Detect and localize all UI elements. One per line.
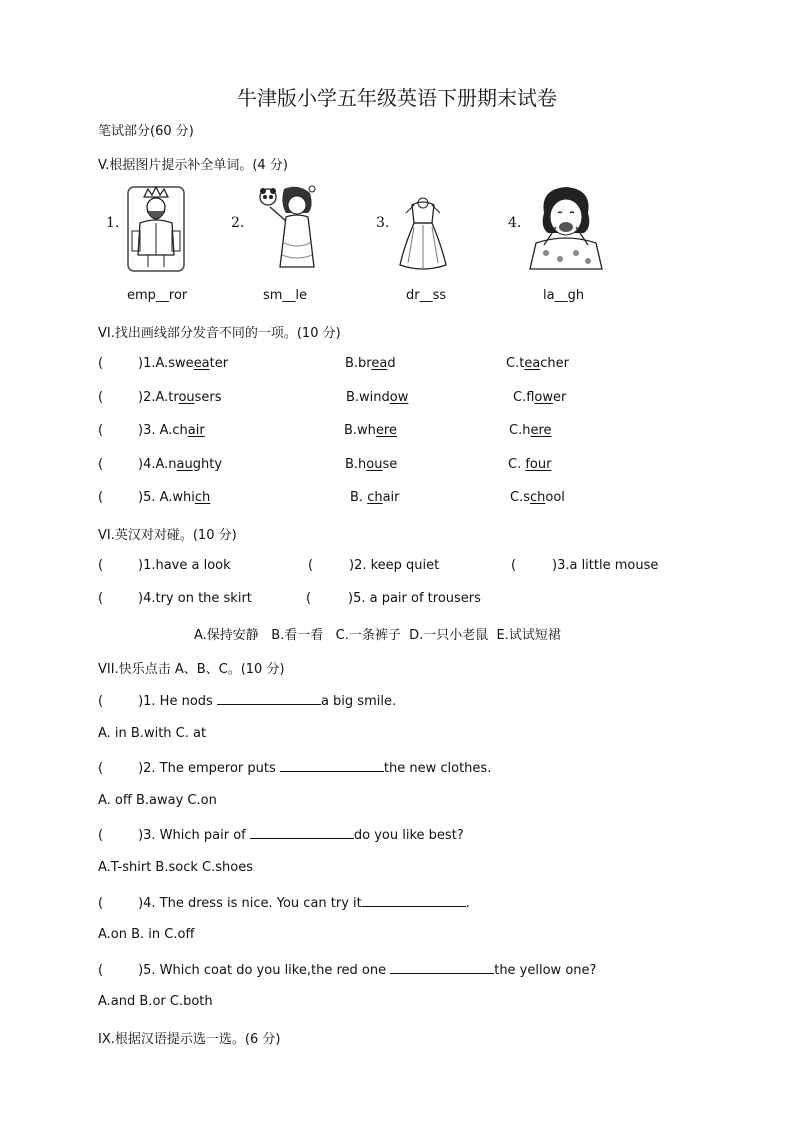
- word-part: d: [387, 356, 396, 371]
- section-ix-heading: IX.根据汉语提示选一选。(6 分): [98, 1032, 281, 1047]
- choice-options: A. in B.with C. at: [98, 726, 207, 741]
- word-part: C.h: [509, 423, 531, 438]
- section-matching-heading: VI.英汉对对碰。(10 分): [98, 528, 237, 543]
- question-text: .: [465, 896, 470, 911]
- word-part: tr: [168, 390, 179, 405]
- phonics-option-c: [513, 390, 566, 405]
- answer-blank[interactable]: [217, 692, 321, 705]
- section-vii-heading: VII.快乐点击 A、B、C。(10 分): [98, 662, 285, 677]
- match-item: )4.try on the skirt: [138, 591, 252, 606]
- underlined-part: au: [176, 457, 193, 472]
- question-text: )5. Which coat do you like,the red one: [138, 963, 391, 978]
- question-number: )3. A.: [138, 423, 173, 438]
- underlined-part: ea: [524, 356, 541, 371]
- underlined-part: ow: [534, 390, 553, 405]
- word-part: ter: [209, 356, 229, 371]
- word-part: B.br: [345, 356, 372, 371]
- fill-word-3: dr__ss: [406, 288, 447, 303]
- picture-number: 2.: [231, 215, 245, 231]
- match-item: )1.have a look: [138, 558, 231, 573]
- answer-paren: (: [98, 423, 104, 438]
- question-text: do you like best?: [353, 828, 464, 843]
- underlined-part: ou: [178, 390, 195, 405]
- word-part: whi: [172, 490, 195, 505]
- match-item: )3.a little mouse: [552, 558, 659, 573]
- question-number: )5. A.: [138, 490, 173, 505]
- phonics-option-a: [138, 457, 222, 472]
- choice-question: ( )1. He nods a big smile.: [98, 694, 397, 709]
- choice-question: ( )2. The emperor puts the new clothes.: [98, 761, 492, 776]
- section-vi-heading: VI.找出画线部分发音不同的一项。(10 分): [98, 326, 341, 341]
- question-text: )3. Which pair of: [138, 828, 250, 843]
- answer-blank[interactable]: [250, 826, 354, 839]
- underlined-part: ch: [529, 490, 546, 505]
- choice-options: A.and B.or C.both: [98, 994, 213, 1009]
- choice-question: ( )3. Which pair of do you like best?: [98, 828, 464, 843]
- answer-paren: (: [306, 591, 312, 606]
- answer-paren: (: [98, 591, 104, 606]
- phonics-option-c: [510, 490, 565, 505]
- underlined-part: ea: [371, 356, 388, 371]
- answer-paren: (: [98, 457, 104, 472]
- phonics-option-a: [138, 423, 205, 438]
- word-part: ch: [172, 423, 188, 438]
- underlined-part: ow: [389, 390, 409, 405]
- word-part: C.: [508, 457, 526, 472]
- word-part: sers: [194, 390, 222, 405]
- fill-word-4: la__gh: [543, 288, 585, 303]
- word-part: ool: [545, 490, 565, 505]
- fill-word-2: sm__le: [263, 288, 308, 303]
- underlined-part: ere: [530, 423, 552, 438]
- word-part: swe: [168, 356, 194, 371]
- underlined-part: four: [525, 457, 552, 472]
- dress-picture: [398, 183, 448, 273]
- phonics-option-b: [350, 490, 400, 505]
- match-item: )5. a pair of trousers: [348, 591, 481, 606]
- phonics-option-b: [345, 457, 397, 472]
- word-part: B.wh: [344, 423, 376, 438]
- written-part-label: 笔试部分(60 分): [98, 124, 194, 139]
- phonics-option-b: [345, 356, 396, 371]
- picture-number: 1.: [106, 215, 120, 231]
- choice-question: ( )4. The dress is nice. You can try it .: [98, 896, 470, 911]
- question-number: )4.A.: [138, 457, 169, 472]
- answer-blank[interactable]: [280, 759, 384, 772]
- underlined-part: ere: [375, 423, 397, 438]
- picture-number: 3.: [376, 215, 390, 231]
- girl-with-panda-picture: [256, 183, 326, 273]
- phonics-option-c: [508, 457, 551, 472]
- answer-paren: (: [98, 356, 104, 371]
- question-number: )2.A.: [138, 390, 169, 405]
- choice-options: A. off B.away C.on: [98, 793, 217, 808]
- question-text: )4. The dress is nice. You can try it: [138, 896, 362, 911]
- answer-paren: (: [98, 390, 104, 405]
- emperor-picture: [126, 183, 186, 273]
- underlined-part: ch: [194, 490, 211, 505]
- question-text: the yellow one?: [494, 963, 597, 978]
- question-text: )2. The emperor puts: [138, 761, 280, 776]
- answer-paren: (: [98, 490, 104, 505]
- word-part: B.h: [345, 457, 367, 472]
- word-part: C.fl: [513, 390, 535, 405]
- question-number: )1.A.: [138, 356, 169, 371]
- phonics-option-a: [138, 390, 222, 405]
- match-options: A.保持安静 B.看一看 C.一条裤子 D.一只小老鼠 E.试试短裙: [194, 628, 561, 643]
- word-part: er: [553, 390, 567, 405]
- question-text: )1. He nods: [138, 694, 217, 709]
- question-text: the new clothes.: [383, 761, 492, 776]
- section-v-heading: V.根据图片提示补全单词。(4 分): [98, 158, 288, 173]
- phonics-option-a: [138, 490, 210, 505]
- word-part: B.wind: [346, 390, 390, 405]
- choice-options: A.on B. in C.off: [98, 927, 195, 942]
- word-part: C.t: [506, 356, 525, 371]
- answer-blank[interactable]: [390, 961, 494, 974]
- laughing-woman-picture: [526, 183, 606, 273]
- phonics-option-c: [509, 423, 552, 438]
- word-part: ghty: [192, 457, 223, 472]
- phonics-option-c: [506, 356, 569, 371]
- phonics-option-b: [346, 390, 408, 405]
- word-part: C.s: [510, 490, 530, 505]
- fill-word-1: emp__ror: [127, 288, 188, 303]
- match-item: )2. keep quiet: [349, 558, 440, 573]
- question-text: a big smile.: [320, 694, 397, 709]
- choice-options: A.T-shirt B.sock C.shoes: [98, 860, 253, 875]
- word-part: n: [168, 457, 177, 472]
- answer-paren: (: [308, 558, 314, 573]
- word-part: cher: [540, 356, 570, 371]
- page-title: 牛津版小学五年级英语下册期末试卷: [237, 86, 557, 110]
- underlined-part: ch: [367, 490, 383, 505]
- word-part: se: [382, 457, 398, 472]
- phonics-option-b: [344, 423, 397, 438]
- underlined-part: ea: [193, 356, 210, 371]
- answer-paren: (: [98, 558, 104, 573]
- underlined-part: ou: [366, 457, 383, 472]
- answer-paren: (: [511, 558, 517, 573]
- answer-blank[interactable]: [362, 894, 466, 907]
- word-part: B.: [350, 490, 368, 505]
- picture-number: 4.: [508, 215, 522, 231]
- word-part: air: [382, 490, 400, 505]
- underlined-part: air: [187, 423, 205, 438]
- choice-question: ( )5. Which coat do you like,the red one the yellow one?: [98, 963, 597, 978]
- phonics-option-a: [138, 356, 228, 371]
